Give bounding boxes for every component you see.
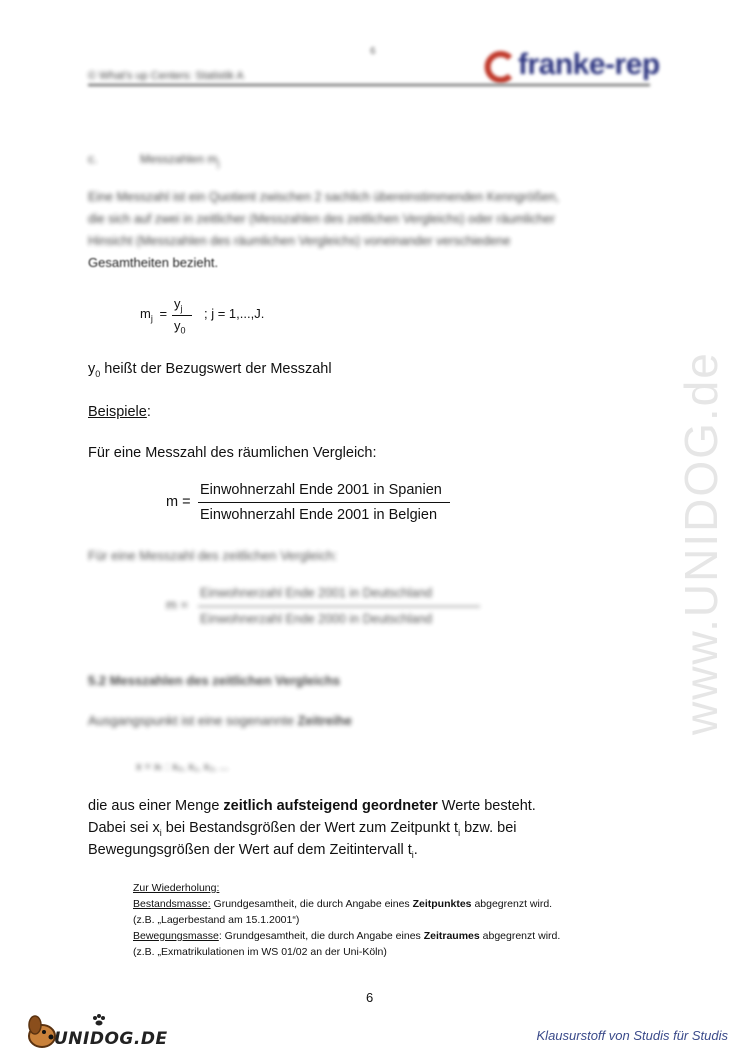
- formula-mj-lhs: m: [140, 306, 151, 321]
- body-line-2-pre: Dabei sei x: [88, 820, 160, 836]
- formula-mj-den-y: y: [174, 318, 181, 333]
- bestand-label: Bestandsmasse:: [133, 898, 211, 910]
- bezugswert-symbol: y: [88, 361, 96, 377]
- section-c-heading: [88, 152, 219, 168]
- formula-mj-den-sub: 0: [180, 325, 186, 336]
- bewegung-pre: : Grundgesamtheit, die durch Angabe eines: [218, 930, 424, 942]
- body-line-2: [88, 820, 516, 838]
- unidog-logo: [18, 1012, 168, 1056]
- zeitreihe-line: [88, 713, 352, 728]
- formula-mj-tail: ; j = 1,...,J.: [204, 306, 265, 321]
- formula-mj-eq: =: [159, 306, 168, 321]
- intro-line-1: Eine Messzahl ist ein Quotient zwischen 2 sachlich übereinstimmenden Kenngrößen,: [88, 190, 560, 204]
- zeitlich-numerator: Einwohnerzahl Ende 2001 in Deutschland: [200, 586, 433, 600]
- body-line-3-post: .: [413, 842, 418, 858]
- logo-c-icon: [482, 50, 516, 84]
- body-line-2-mid: bei Bestandsgrößen der Wert zum Zeitpunkt t: [161, 820, 459, 836]
- intro-line-2: die sich auf zwei in zeitlicher (Messzahlen des zeitlichen Vergleichs) oder räumlicher: [88, 212, 555, 226]
- body-line-1-bold: zeitlich aufsteigend geordneter: [223, 798, 438, 814]
- body-line-2-sub2: i: [458, 827, 461, 838]
- formula-mj-num-sub: j: [180, 303, 183, 314]
- body-line-1-pre: die aus einer Menge: [88, 798, 224, 814]
- wiederholung-title: [133, 882, 219, 894]
- zeitlich-block: [88, 548, 508, 638]
- bestand-line: [133, 898, 552, 910]
- logo-text: franke-rep: [518, 48, 660, 81]
- section-52-heading: 5.2 Messzahlen des zeitlichen Vergleichs: [88, 673, 341, 688]
- bewegung-post: abgegrenzt wird.: [479, 930, 561, 942]
- zeitreihe-formula: x = xₜ : x₀, x₁, x₂, ...: [136, 761, 229, 773]
- formula-mj-num: [174, 296, 183, 314]
- body-line-2-sub: i: [159, 827, 162, 838]
- section-c-title: Messzahlen m: [140, 152, 218, 166]
- formula-mj-num-y: y: [174, 296, 181, 311]
- formula-mj-fraction-line: [172, 315, 192, 316]
- beispiele-heading: [88, 404, 151, 420]
- header-rule: [88, 84, 650, 86]
- watermark: [665, 270, 735, 740]
- bewegung-line: [133, 930, 560, 942]
- raeumlich-intro: Für eine Messzahl des räumlichen Vergleich:: [88, 445, 377, 461]
- section-c-letter: c.: [88, 152, 98, 166]
- zeitreihe-bold: Zeitreihe: [297, 713, 352, 728]
- formula-mj-den: [174, 318, 186, 336]
- body-line-3: [88, 842, 418, 860]
- zeitlich-intro: Für eine Messzahl des zeitlichen Vergleich:: [88, 548, 338, 563]
- bewegung-label: Bewegungsmasse: [133, 930, 219, 942]
- section-c-title-sub: j: [217, 158, 220, 169]
- zeitlich-denominator: Einwohnerzahl Ende 2000 in Deutschland: [200, 612, 433, 626]
- intro-line-4: Gesamtheiten bezieht.: [88, 255, 219, 270]
- body-line-1-post: Werte besteht.: [437, 798, 536, 814]
- zeitlich-lhs: m =: [166, 597, 189, 612]
- bezugswert-symbol-sub: 0: [95, 368, 101, 379]
- raeumlich-lhs: m =: [166, 494, 191, 510]
- unidog-brand-text: UNIDOG.DE: [54, 1029, 168, 1049]
- body-line-1: [88, 798, 536, 814]
- bezugswert-line: [88, 361, 332, 379]
- zeitreihe-text: Ausgangspunkt ist eine sogenannte: [88, 713, 298, 728]
- bewegung-bold: Zeitraumes: [423, 930, 480, 942]
- body-line-2-post: bzw. bei: [460, 820, 517, 836]
- raeumlich-denominator: Einwohnerzahl Ende 2001 in Belgien: [200, 507, 438, 523]
- bestand-pre: Grundgesamtheit, die durch Angabe eines: [210, 898, 413, 910]
- bestand-bold: Zeitpunktes: [412, 898, 472, 910]
- header-page-marker: 6: [370, 46, 376, 57]
- beispiele-label: Beispiele: [88, 404, 147, 420]
- raeumlich-fraction-line: [198, 502, 450, 503]
- bestand-post: abgegrenzt wird.: [471, 898, 553, 910]
- body-line-3-sub: i: [411, 849, 414, 860]
- intro-line-3: Hinsicht (Messzahlen des räumlichen Vergleichs) voneinander verschiedene: [88, 234, 511, 248]
- watermark-text: www.UNIDOG.de: [675, 351, 727, 735]
- paw-icon: [92, 1014, 106, 1026]
- header-title: © What's up Centers: Statistik A: [88, 70, 244, 82]
- footer-tagline: Klausurstoff von Studis für Studis: [536, 1028, 728, 1043]
- formula-mj-lhs-sub: j: [150, 313, 153, 324]
- bestand-example: (z.B. „Lagerbestand am 15.1.2001“): [133, 914, 300, 926]
- formula-mj: [140, 306, 167, 324]
- bewegung-example: (z.B. „Exmatrikulationen im WS 01/02 an der Uni-Köln): [133, 946, 387, 958]
- zeitlich-fraction-line: [198, 606, 480, 607]
- intro-paragraph: [88, 186, 656, 252]
- page-number: 6: [366, 990, 374, 1005]
- raeumlich-numerator: Einwohnerzahl Ende 2001 in Spanien: [200, 482, 442, 498]
- bezugswert-text: heißt der Bezugswert der Messzahl: [100, 361, 332, 377]
- wiederholung-title-text: Zur Wiederholung:: [133, 882, 220, 894]
- beispiele-colon: :: [146, 404, 151, 420]
- body-line-3-pre: Bewegungsgrößen der Wert auf dem Zeitintervall t: [88, 842, 412, 858]
